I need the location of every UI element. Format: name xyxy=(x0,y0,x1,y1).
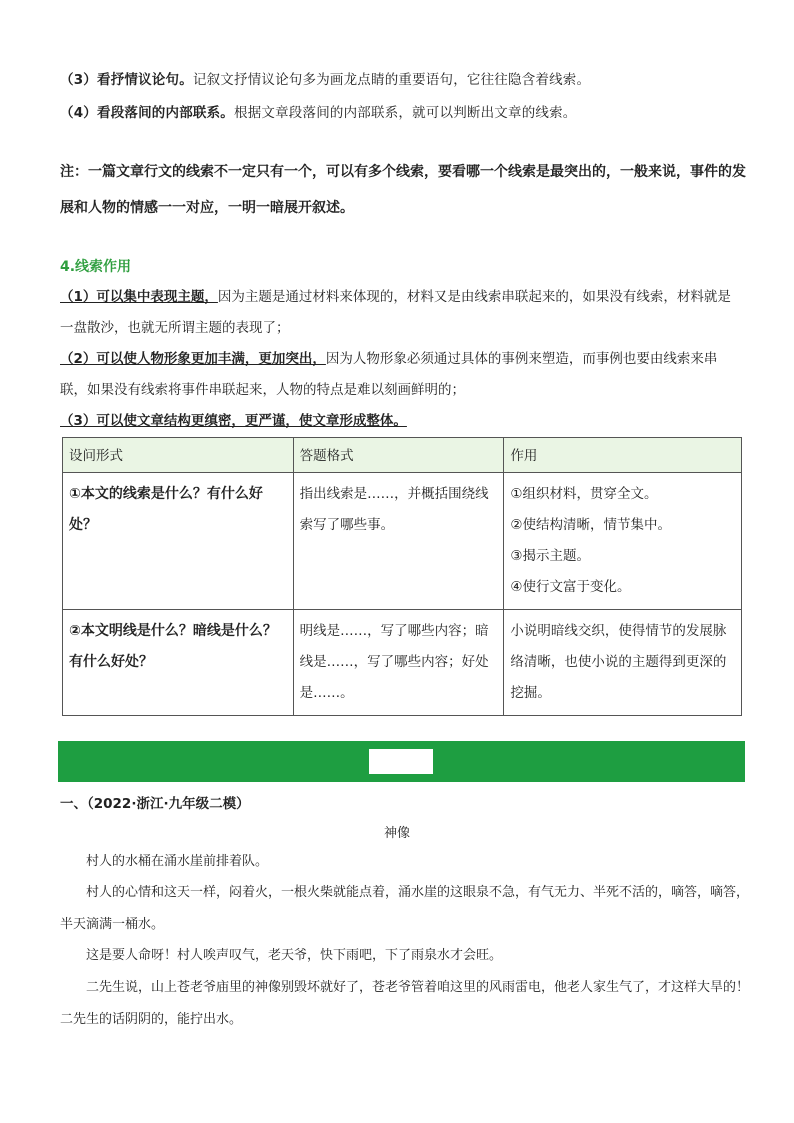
function-item-3 xyxy=(60,406,744,437)
method-item-4 xyxy=(60,101,577,121)
function-item-1 xyxy=(60,282,744,344)
effect-line: ①组织材料，贯穿全文。 xyxy=(510,486,658,502)
effect-line: ②使结构清晰，情节集中。 xyxy=(510,517,671,533)
table-header-cell: 答题格式 xyxy=(293,438,504,473)
function-item-1-title: （1）可以集中表现主题， xyxy=(60,289,218,305)
function-item-1-text: 因为主题是通过材料来体现的，材料又是由线索串联起来的，如果没有线索，材料就是一盘散沙，也就无所谓主题的表现了； xyxy=(60,289,731,336)
section-banner xyxy=(58,741,745,782)
method-item-3-title: （3）看抒情议论句。 xyxy=(60,72,193,88)
question-cell: ②本文明线是什么？暗线是什么？有什么好处？ xyxy=(63,610,294,716)
method-item-4-title: （4）看段落间的内部联系。 xyxy=(60,105,234,121)
table-header-row xyxy=(63,438,742,473)
table-header-cell: 设问形式 xyxy=(63,438,294,473)
note-paragraph: 注：一篇文章行文的线索不一定只有一个，可以有多个线索，要看哪一个线索是最突出的，一般来说，事件的发展和人物的情感一一对应，一明一暗展开叙述。 xyxy=(60,164,746,216)
story-paragraph: 村人的心情和这天一样，闷着火，一根火柴就能点着，涌水崖的这眼泉不急，有气无力、半死不活的，嘀答，嘀答，半天滴满一桶水。 xyxy=(60,885,750,932)
function-item-2 xyxy=(60,344,744,406)
story-title: 神像 xyxy=(383,826,410,841)
story-paragraph: 二先生说，山上苍老爷庙里的神像别毁坏就好了，苍老爷管着咱这里的风雨雷电，他老人家生气了，才这样大旱的！二先生的话阴阴的，能拧出水。 xyxy=(60,980,750,1027)
table-row xyxy=(63,473,742,610)
method-item-4-text: 根据文章段落间的内部联系，就可以判断出文章的线索。 xyxy=(234,105,577,121)
format-cell: 指出线索是……，并概括围绕线索写了哪些事。 xyxy=(293,473,504,610)
story-paragraph: 这是要人命呀！村人唉声叹气，老天爷，快下雨吧，下了雨泉水才会旺。 xyxy=(86,948,503,963)
question-cell: ①本文的线索是什么？有什么好处？ xyxy=(63,473,294,610)
method-item-3 xyxy=(60,68,590,88)
effect-cell xyxy=(504,473,742,610)
format-cell: 明线是……，写了哪些内容；暗线是……，写了哪些内容；好处是……。 xyxy=(293,610,504,716)
effect-line: ④使行文富于变化。 xyxy=(510,579,631,595)
section-heading: 4.线索作用 xyxy=(60,259,132,275)
answer-format-table xyxy=(62,437,742,716)
method-item-3-text: 记叙文抒情议论句多为画龙点睛的重要语句，它往往隐含着线索。 xyxy=(192,72,591,88)
table-header-cell: 作用 xyxy=(504,438,742,473)
story-paragraph: 村人的水桶在涌水崖前排着队。 xyxy=(86,854,269,869)
effect-line: ③揭示主题。 xyxy=(510,548,590,564)
table-row xyxy=(63,610,742,716)
function-item-2-title: （2）可以使人物形象更加丰满，更加突出， xyxy=(60,351,326,367)
exercise-header: 一、（2022·浙江·九年级二模） xyxy=(60,796,250,812)
effect-cell: 小说明暗线交织，使得情节的发展脉络清晰，也使小说的主题得到更深的挖掘。 xyxy=(504,610,742,716)
function-item-3-title: （3）可以使文章结构更缜密，更严谨，使文章形成整体。 xyxy=(60,413,407,429)
function-item-2-text: 因为人物形象必须通过具体的事例来塑造，而事例也要由线索来串联，如果没有线索将事件串联起来，人物的特点是难以刻画鲜明的； xyxy=(60,351,718,398)
banner-label-box xyxy=(369,749,433,774)
